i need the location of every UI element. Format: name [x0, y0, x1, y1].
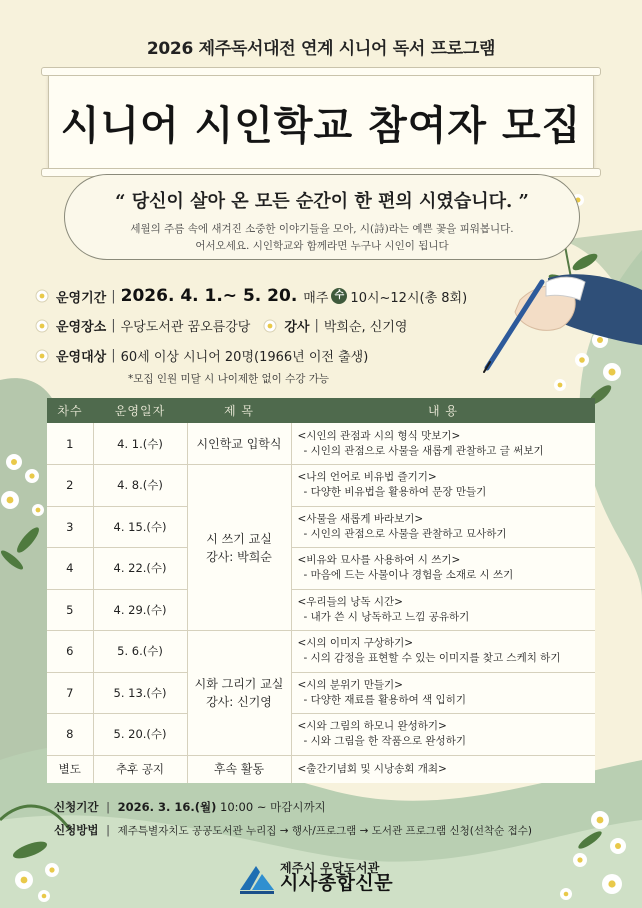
- quote-sub-line: 세월의 주름 속에 새겨진 소중한 이야기들을 모아, 시(詩)라는 예쁜 꽃을 피워봅니다.: [130, 223, 514, 235]
- apply-period-label: 신청기간: [54, 800, 99, 814]
- column-header: 운영일자: [93, 398, 187, 423]
- session-date: 추후 공지: [93, 755, 187, 783]
- table-row: [47, 672, 595, 714]
- separator: |: [111, 288, 116, 304]
- session-content: <출간기념회 및 시낭송회 개최>: [297, 762, 447, 775]
- flower-bullet-icon: [32, 348, 52, 364]
- content-heading: <시의 분위기 만들기>: [297, 678, 403, 691]
- page-title: 시니어 시인학교 참여자 모집: [60, 102, 582, 149]
- session-content: [291, 714, 595, 756]
- apply-period-rest: 10:00 ~ 마감시까지: [220, 800, 326, 814]
- separator: |: [111, 318, 116, 333]
- content-heading: <시와 그림의 하모니 완성하기>: [297, 720, 447, 733]
- quote-sub: [65, 221, 579, 255]
- table-header-row: [47, 398, 595, 423]
- separator: |: [106, 800, 110, 814]
- session-number: 8: [47, 714, 93, 756]
- separator: |: [314, 318, 319, 333]
- info-period: [32, 286, 467, 306]
- session-date: 5. 13.(수): [93, 672, 187, 714]
- session-number: 5: [47, 589, 93, 631]
- content-detail: - 시와 그림을 한 작품으로 완성하기: [303, 735, 466, 748]
- session-number: 4: [47, 548, 93, 590]
- session-date: 4. 1.(수): [93, 423, 187, 465]
- session-number: 6: [47, 631, 93, 673]
- organizer-logo: [238, 856, 418, 900]
- flower-bullet-icon: [260, 318, 280, 334]
- info-target: [32, 346, 368, 365]
- separator: |: [111, 348, 116, 363]
- session-title-group: [187, 465, 291, 631]
- session-title: 시인학교 입학식: [187, 423, 291, 465]
- content-heading: <시의 이미지 구상하기>: [297, 637, 414, 650]
- content-detail: - 시인의 관점으로 사물을 새롭게 관찰하고 글 써보기: [303, 444, 544, 457]
- quote-sub-line: 어서오세요. 시인학교와 함께라면 누구나 시인이 됩니다: [195, 240, 449, 252]
- flower-bullet-icon: [32, 318, 52, 334]
- apply-method-value: 제주특별자치도 공공도서관 누리집 → 행사/프로그램 → 도서관 프로그램 신청(선착순 접수): [117, 825, 532, 837]
- schedule-table: [47, 398, 595, 783]
- info-place-label: 운영장소: [56, 320, 107, 335]
- logo-text: [280, 862, 393, 895]
- info-place-value: 우당도서관 꿈오름강당: [120, 320, 251, 335]
- column-header: 차수: [47, 398, 93, 423]
- info-period-time: 10시~12시(총 8회): [350, 290, 468, 306]
- content-heading: <우리들의 낭독 시간>: [297, 595, 403, 608]
- recruitment-note: *모집 인원 미달 시 나이제한 없이 수강 가능: [128, 373, 330, 385]
- table-row: [47, 548, 595, 590]
- column-header: 내 용: [291, 398, 595, 423]
- session-date: 4. 29.(수): [93, 589, 187, 631]
- session-number: 별도: [47, 755, 93, 783]
- group-title: 시화 그리기 교실: [194, 676, 284, 691]
- table-row: [47, 631, 595, 673]
- table-row: [47, 714, 595, 756]
- info-target-value: 60세 이상 시니어 20명(1966년 이전 출생): [120, 350, 369, 365]
- table-row: [47, 589, 595, 631]
- table-row: [47, 465, 595, 507]
- apply-method: [54, 822, 532, 838]
- session-content: [291, 506, 595, 548]
- quote-main: “ 당신이 살아 온 모든 순간이 한 편의 시였습니다. ”: [115, 191, 529, 212]
- content-detail: - 다양한 재료를 활용하여 색 입히기: [303, 693, 466, 706]
- group-title: 시 쓰기 교실: [206, 531, 272, 546]
- content-heading: <사물을 새롭게 바라보기>: [297, 512, 424, 525]
- apply-period-date: 2026. 3. 16.(월): [117, 800, 217, 814]
- session-content: [291, 423, 595, 465]
- session-date: 5. 20.(수): [93, 714, 187, 756]
- group-lecturer: 강사: 박희순: [206, 549, 272, 564]
- weekday-badge: 수: [331, 288, 347, 304]
- info-place: [32, 316, 407, 335]
- session-title-group: [187, 631, 291, 756]
- session-date: 5. 6.(수): [93, 631, 187, 673]
- session-content: [291, 589, 595, 631]
- table-row: [47, 423, 595, 465]
- info-lecturer-label: 강사: [284, 320, 310, 335]
- column-header: 제 목: [187, 398, 291, 423]
- table-row-extra: [47, 755, 595, 783]
- session-date: 4. 15.(수): [93, 506, 187, 548]
- flower-bullet-icon: [32, 288, 52, 304]
- session-number: 3: [47, 506, 93, 548]
- content-heading: <시인의 관점과 시의 형식 맛보기>: [297, 429, 461, 442]
- session-date: 4. 22.(수): [93, 548, 187, 590]
- content-heading: <나의 언어로 비유법 즐기기>: [297, 471, 437, 484]
- info-period-value: 2026. 4. 1.~ 5. 20.: [120, 286, 298, 306]
- content-detail: - 시인의 관점으로 사물을 관찰하고 묘사하기: [303, 527, 507, 540]
- session-content: [291, 465, 595, 507]
- session-date: 4. 8.(수): [93, 465, 187, 507]
- table-row: [47, 506, 595, 548]
- content-detail: - 내가 쓴 시 낭독하고 느낌 공유하기: [303, 610, 470, 623]
- content-detail: - 시의 감정을 표현할 수 있는 이미지를 찾고 스케치 하기: [303, 652, 561, 665]
- session-content: [291, 548, 595, 590]
- apply-method-label: 신청방법: [54, 823, 99, 837]
- info-period-label: 운영기간: [56, 290, 107, 306]
- session-number: 1: [47, 423, 93, 465]
- info-lecturer-value: 박희순, 신기영: [323, 320, 408, 335]
- apply-period: [54, 799, 326, 815]
- session-content: [291, 672, 595, 714]
- library-logo-icon: [238, 860, 276, 896]
- session-number: 2: [47, 465, 93, 507]
- group-lecturer: 강사: 신기영: [206, 694, 272, 709]
- logo-top-text: 제주시 우당도서관: [280, 860, 380, 875]
- quote-box: [64, 174, 580, 260]
- separator: |: [106, 823, 110, 837]
- content-detail: - 마음에 드는 사물이나 경험을 소재로 시 쓰기: [303, 569, 514, 582]
- session-number: 7: [47, 672, 93, 714]
- logo-bottom-text: 시사종합신문: [280, 872, 394, 895]
- title-banner: [48, 72, 594, 172]
- session-title: 후속 활동: [187, 755, 291, 783]
- content-heading: <비유와 묘사를 사용하여 시 쓰기>: [297, 554, 461, 567]
- info-period-every: 매주: [303, 290, 329, 306]
- event-subtitle: 2026 제주독서대전 연계 시니어 독서 프로그램: [146, 39, 496, 59]
- content-detail: - 다양한 비유법을 활용하여 문장 만들기: [303, 486, 487, 499]
- info-target-label: 운영대상: [56, 350, 107, 365]
- session-content: [291, 631, 595, 673]
